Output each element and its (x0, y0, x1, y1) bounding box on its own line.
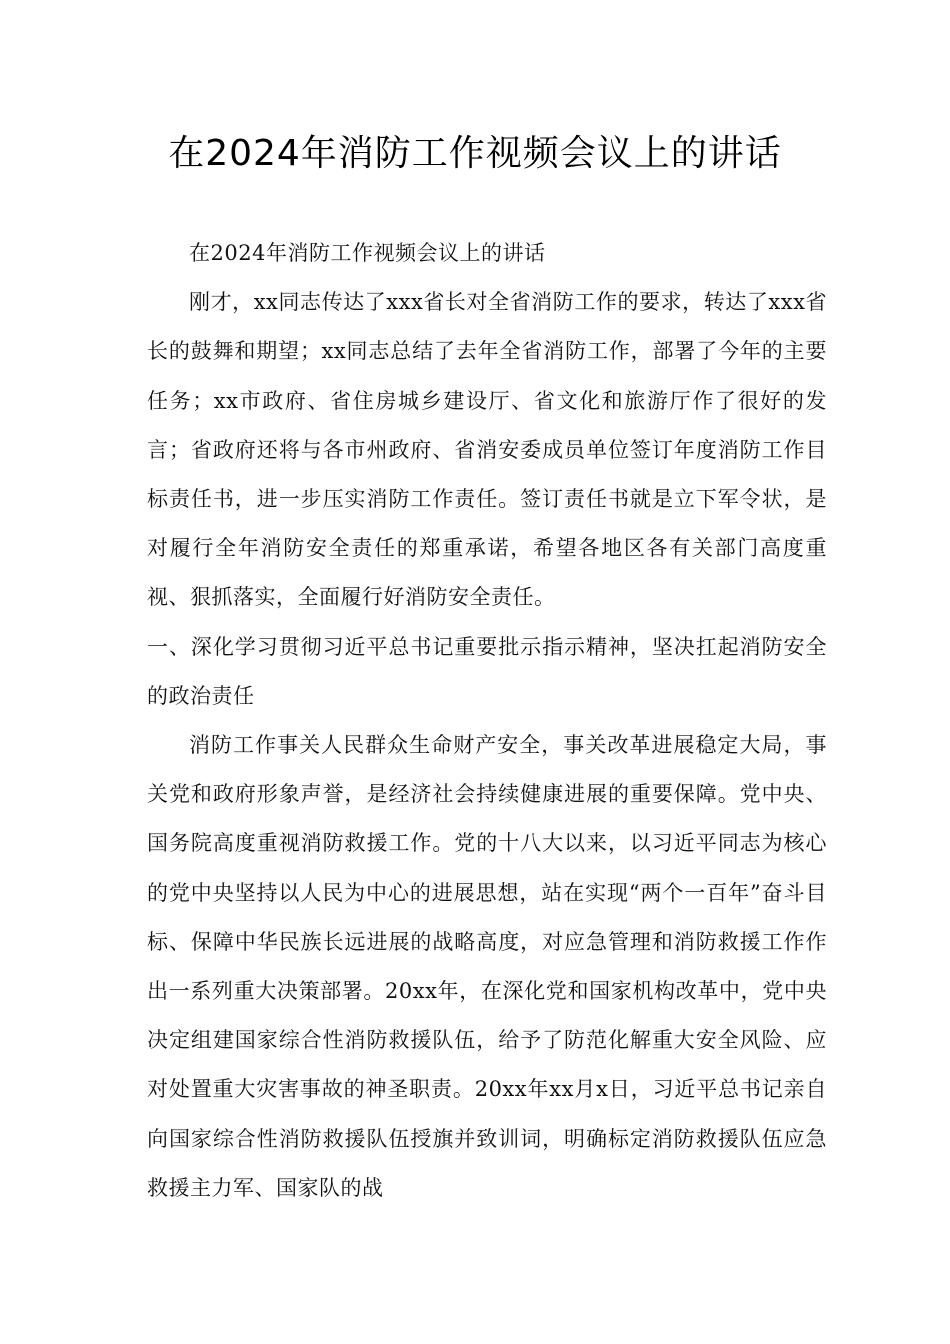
paragraph-opening: 刚才，xx同志传达了xxx省长对全省消防工作的要求，转达了xxx省长的鼓舞和期望；xx同志总结了去年全省消防工作，部署了今年的主要任务；xx市政府、省住房城乡建设厅、省文化和旅游厅作了很好的发言；省政府还将与各市州政府、省消安委成员单位签订年度消防工作目标责任书，进一步压实消防工作责任。签订责任书就是立下军令状，是对履行全年消防安全责任的郑重承诺，希望各地区各有关部门高度重视、狠抓落实，全面履行好消防安全责任。 (147, 290, 827, 610)
document-body (147, 229, 827, 1213)
document-title: 在2024年消防工作视频会议上的讲话 (168, 133, 782, 174)
section-heading-1: 一、深化学习贯彻习近平总书记重要批示指示精神，坚决扛起消防安全的政治责任 (147, 634, 827, 708)
paragraph-section-1: 消防工作事关人民群众生命财产安全，事关改革进展稳定大局，事关党和政府形象声誉，是经济社会持续健康进展的重要保障。党中央、国务院高度重视消防救援工作。党的十八大以来，以习近平同志为核心的党中央坚持以人民为中心的进展思想，站在实现“两个一百年”奋斗目标、保障中华民族长远进展的战略高度，对应急管理和消防救援工作作出一系列重大决策部署。20xx年，在深化党和国家机构改革中，党中央决定组建国家综合性消防救援队伍，给予了防范化解重大安全风险、应对处置重大灾害事故的神圣职责。20xx年xx月x日，习近平总书记亲自向国家综合性消防救援队伍授旗并致训词，明确标定消防救援队伍应急救援主力军、国家队的战 (147, 733, 827, 1200)
paragraph-subtitle: 在2024年消防工作视频会议上的讲话 (189, 241, 546, 265)
